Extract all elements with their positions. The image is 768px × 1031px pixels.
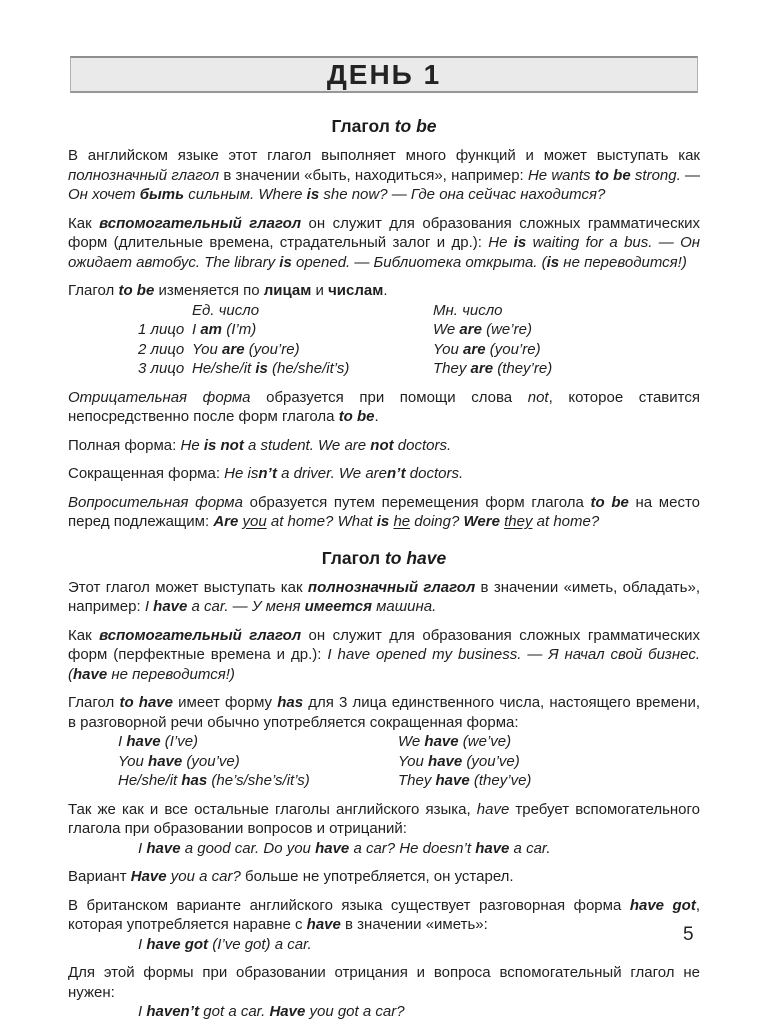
text-run: Were (463, 513, 500, 530)
text-run: are (463, 340, 486, 358)
text-run: have (475, 839, 510, 857)
page-content (68, 100, 700, 1031)
table-cell (192, 340, 300, 360)
text-run: to be (594, 166, 631, 184)
paragraph (68, 963, 700, 1002)
text-run: have (424, 733, 459, 750)
table-cell (138, 320, 184, 340)
text-run: not (527, 388, 549, 406)
text-run: is not (203, 436, 244, 454)
text-run: лицам (263, 282, 312, 299)
table-row (68, 771, 700, 791)
text-run: (we’re) (481, 321, 532, 338)
text-run: are (470, 360, 494, 377)
paragraph (68, 214, 700, 273)
text-run: have got (629, 896, 696, 914)
text-run: В английском языке этот глагол выполняет много функций и может выступать как (68, 147, 700, 164)
text-run: a car. — У меня (187, 598, 305, 615)
text-run: (they’ve) (469, 772, 532, 789)
text-run: They (433, 360, 471, 377)
table-row (68, 732, 700, 752)
text-run: she now? — Где она сейчас находится? (319, 186, 606, 203)
text-run: haven’t (146, 1003, 200, 1020)
text-run: требует вспомогательного глагола при образовании вопросов и отрицаний: (68, 800, 700, 837)
paragraph (68, 693, 700, 732)
table-cell (433, 301, 503, 321)
text-run: you got a car? (305, 1003, 405, 1020)
text-run: are (222, 340, 245, 358)
text-run: I (138, 839, 147, 857)
text-run: to have (384, 547, 447, 568)
text-run: they (504, 513, 533, 530)
text-run: Are (213, 513, 239, 530)
text-run: Мн. число (433, 301, 503, 319)
text-run: Так же как и все остальные глаголы английского языка, (68, 800, 477, 818)
text-run: to be (338, 408, 375, 425)
paragraph (68, 578, 700, 617)
text-run: at home? (532, 513, 600, 530)
text-run: is (546, 253, 560, 271)
text-run: образуется путем перемещения форм глагола (242, 493, 591, 511)
text-run: не переводится!) (107, 665, 235, 683)
text-run: (he/she/it’s) (267, 360, 350, 377)
text-run: Полная форма: (68, 436, 181, 454)
example-line (68, 935, 700, 955)
text-run: have (315, 839, 350, 857)
text-run: You (192, 340, 223, 358)
text-run: to be (590, 493, 629, 511)
text-run: he (393, 513, 411, 530)
text-run: (I’m) (222, 321, 257, 338)
text-run: 3 лицо (138, 360, 185, 377)
text-run: , которое ставится непосредственно после форм глагола (68, 388, 700, 425)
text-run: машина. (371, 598, 437, 615)
paragraph (68, 281, 700, 301)
paragraph (68, 146, 700, 205)
text-run: You (433, 340, 464, 358)
text-run: doctors. (405, 465, 464, 482)
paragraph (68, 436, 700, 456)
table-cell (192, 359, 349, 379)
text-run: и (311, 282, 329, 299)
text-run: в значении «иметь, обладать», например: (68, 578, 700, 615)
text-run: Как (68, 214, 100, 232)
text-run: They (398, 772, 436, 789)
text-run: you (242, 513, 267, 530)
text-run: вспомогательный глагол (99, 214, 302, 232)
text-run: have (126, 733, 161, 750)
paragraph (68, 493, 700, 532)
text-run: have (148, 752, 183, 770)
paragraph (68, 464, 700, 484)
text-run: имеется (304, 598, 372, 615)
text-run: Глагол (331, 116, 395, 136)
text-run: . (383, 282, 388, 299)
example-line (68, 839, 700, 859)
text-run: have (306, 916, 341, 933)
table-cell (398, 732, 511, 752)
text-run: Сокращенная форма: (68, 465, 225, 482)
paragraph (68, 626, 700, 685)
text-run: is (306, 186, 320, 203)
text-run: полнозначный глагол (68, 166, 220, 184)
example-line (68, 1002, 700, 1022)
text-run: (you’ve) (462, 752, 520, 770)
table-cell (192, 301, 259, 321)
table-cell (192, 320, 256, 340)
text-run: not (370, 436, 394, 454)
text-run: сильным. Where (184, 186, 307, 203)
text-run: (he’s/she’s/it’s) (207, 772, 310, 789)
table-cell (433, 340, 541, 360)
paragraph (68, 800, 700, 839)
text-run: I (138, 935, 147, 953)
text-run: не переводится!) (559, 253, 687, 271)
table-cell (138, 340, 184, 360)
text-run: Как (68, 626, 100, 644)
text-run: has (181, 772, 208, 789)
text-run: (we’ve) (458, 733, 512, 750)
text-run: Have (269, 1003, 306, 1020)
table-cell (398, 752, 520, 772)
text-run: at home? What (266, 513, 377, 530)
table-cell (118, 732, 198, 752)
text-run: have (435, 772, 470, 789)
text-run: Have (130, 868, 167, 885)
text-run: (I’ve got) a car. (208, 935, 312, 953)
text-run: (you’ve) (182, 752, 240, 770)
text-run: 2 лицо (138, 340, 185, 358)
text-run: Вопросительная форма (68, 493, 243, 511)
text-run: на место перед подлежащим: (68, 493, 700, 530)
table-cell (433, 320, 532, 340)
page-number: 5 (683, 924, 694, 945)
text-run: Глагол (321, 547, 385, 568)
text-run: в значении «быть, находиться», например: (219, 166, 528, 184)
table-cell (138, 359, 184, 379)
text-run: is (255, 360, 268, 377)
text-run: am (200, 321, 223, 338)
conjugation-table (68, 301, 700, 379)
text-run: opened. — Библиотека открыта. ( (291, 253, 547, 271)
text-run: strong. — Он хочет (68, 166, 700, 203)
text-run: , которая употребляется наравне с (68, 896, 700, 933)
text-run: 1 лицо (138, 321, 185, 338)
text-run: для 3 лица единственного числа, настоящего времени, в разговорной речи обычно употребляется сокращенная форма: (68, 694, 700, 731)
text-run: (you’re) (485, 340, 541, 358)
text-run: have got (146, 935, 209, 953)
text-run: doctors. (393, 436, 452, 454)
text-run: образуется при помощи слова (250, 388, 528, 406)
text-run: полнозначный глагол (307, 578, 476, 596)
section-title (68, 547, 700, 569)
text-run: have (73, 665, 108, 683)
text-run: have (153, 598, 188, 615)
text-run: Отрицательная форма (68, 388, 251, 406)
text-run: имеет форму (172, 694, 278, 711)
table-row (68, 320, 700, 340)
table-cell (433, 359, 552, 379)
text-run: He/she/it (192, 360, 256, 377)
table-cell (118, 771, 310, 791)
text-run: он служит для образования сложных грамматических форм (длительные времена, страдательный залог и др.): (68, 214, 701, 251)
text-run: Ед. число (192, 301, 260, 319)
text-run: He is (224, 465, 259, 482)
text-run: Для этой формы при образовании отрицания и вопроса вспомогательный глагол не нужен: (68, 964, 700, 1001)
text-run: (you’re) (244, 340, 300, 358)
text-run: a car. (509, 839, 551, 857)
table-cell (118, 752, 240, 772)
text-run: I (118, 733, 127, 750)
text-run: We (398, 733, 425, 750)
text-run: (I’ve) (160, 733, 199, 750)
text-run: is (376, 513, 390, 530)
text-run: you a car? (166, 868, 241, 885)
text-run: doing? (410, 513, 464, 530)
text-run: изменяется по (154, 282, 264, 299)
text-run: waiting for a bus. — Он ожидает автобус. The library (68, 234, 700, 271)
text-run: You (398, 752, 429, 770)
text-run: are (459, 321, 482, 338)
text-run: в значении «иметь»: (340, 916, 488, 933)
text-run: have (428, 752, 463, 770)
text-run: to be (118, 282, 155, 299)
paragraph (68, 896, 700, 935)
day-title: ДЕНЬ 1 (326, 58, 442, 90)
text-run: I (138, 1003, 147, 1020)
text-run: Глагол (68, 282, 119, 299)
text-run: got a car. (199, 1003, 270, 1020)
text-run: to have (119, 694, 173, 711)
text-run: to be (394, 116, 437, 136)
text-run: вспомогательный глагол (99, 626, 302, 644)
text-run: a car? He doesn’t (349, 839, 476, 857)
text-run: В британском варианте английского языка существует разговорная форма (68, 896, 630, 914)
text-run: он служит для образования сложных грамматических форм (перфектные времена и др.): (68, 626, 701, 663)
text-run: a good car. Do you (180, 839, 316, 857)
table-row (68, 301, 700, 321)
text-run: He (180, 436, 204, 454)
text-run: n’t (258, 465, 277, 482)
text-run: . (374, 408, 379, 425)
conjugation-table (68, 732, 700, 791)
text-run: We (433, 321, 460, 338)
text-run: I have opened my business. — Я начал свой бизнес. ( (68, 646, 700, 683)
text-run: You (118, 752, 149, 770)
table-row (68, 752, 700, 772)
day-banner (70, 56, 698, 93)
table-cell (398, 771, 531, 791)
text-run: Глагол (68, 694, 120, 711)
text-run: He/she/it (118, 772, 182, 789)
text-run: have (146, 839, 181, 857)
table-row (68, 359, 700, 379)
text-run: a student. We are (243, 436, 371, 454)
text-run: He (488, 234, 514, 251)
paragraph (68, 867, 700, 887)
text-run: Этот глагол может выступать как (68, 578, 308, 596)
section-title (68, 115, 700, 137)
text-run: has (277, 694, 304, 711)
text-run: is (513, 234, 527, 251)
text-run: (they’re) (493, 360, 553, 377)
text-run: is (279, 253, 292, 271)
table-row (68, 340, 700, 360)
paragraph (68, 388, 700, 427)
text-run: I (192, 321, 201, 338)
text-run: n’t (387, 465, 406, 482)
text-run: больше не употребляется, он устарел. (240, 868, 514, 885)
text-run: I (144, 598, 154, 615)
text-run: числам (328, 282, 384, 299)
text-run: He wants (527, 166, 595, 184)
text-run: a driver. We are (276, 465, 387, 482)
text-run: have (476, 800, 510, 818)
text-run: Вариант (68, 868, 131, 885)
text-run: быть (139, 186, 185, 203)
